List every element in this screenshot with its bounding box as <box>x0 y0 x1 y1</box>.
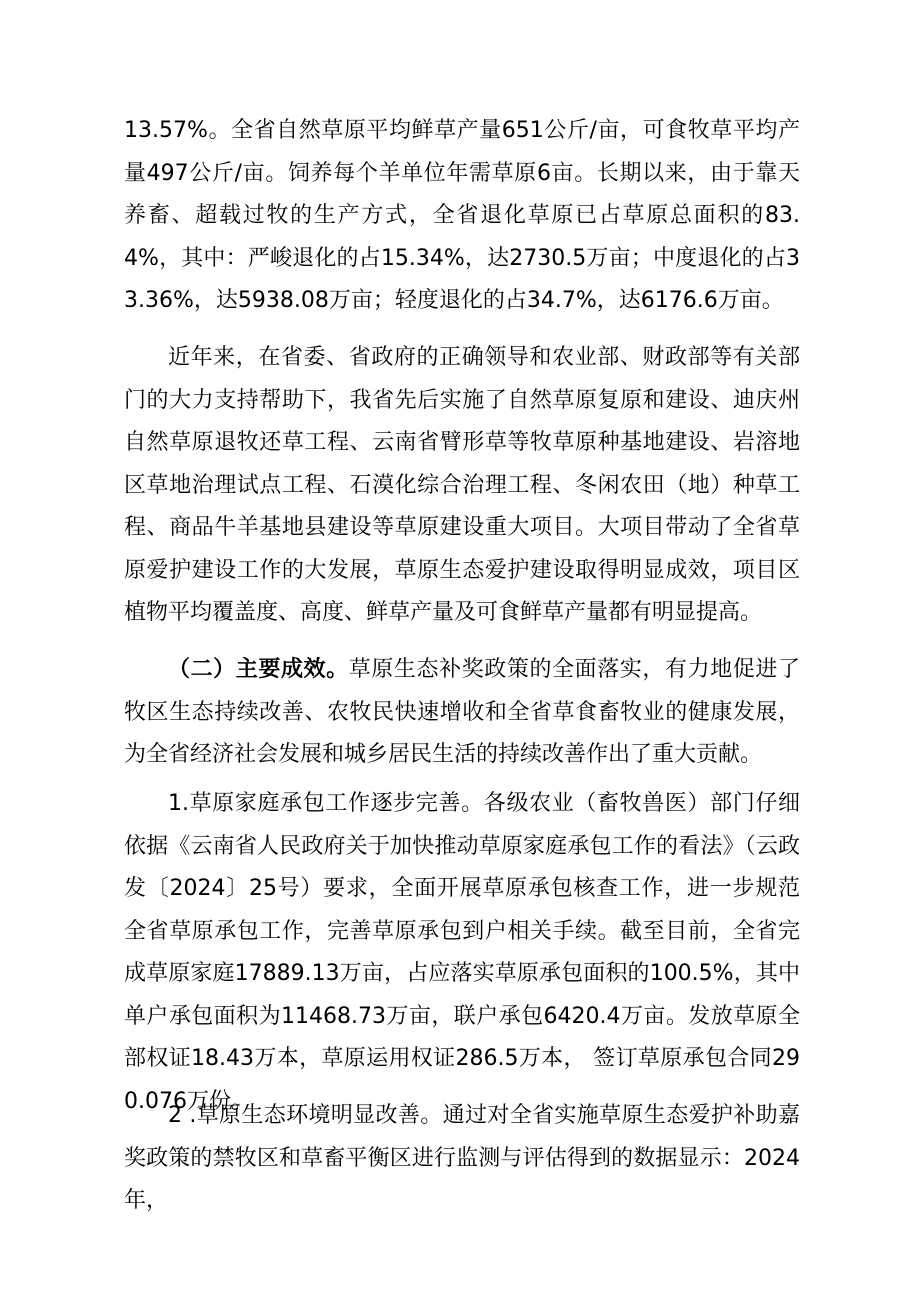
paragraph-grassland-yield <box>124 110 800 323</box>
paragraph-body: 13.57%。全省自然草原平均鲜草产量651公斤/亩，可食牧草平均产量497公斤/亩。饲养每个羊单位年需草原6亩。长期以来，由于靠天养畜、超载过牧的生产方式，全省退化草原已占草原总面积的83.4%，其中：严峻退化的占15.34%，达2730.5万亩；中度退化的占33.36%，达5938.08万亩；轻度退化的占34.7%，达6176.6万亩。 <box>124 118 800 313</box>
paragraph-text <box>124 110 800 323</box>
paragraph-text <box>124 649 800 777</box>
paragraph-household-contract <box>124 783 800 1123</box>
item-heading: 1.草原家庭承包工作逐步完善。 <box>168 791 484 816</box>
paragraph-body: 草原生态补奖政策的全面落实，有力地促进了牧区生态持续改善、农牧民快速增收和全省草食畜牧业的健康发展，为全省经济社会发展和城乡居民生活的持续改善作出了重大贡献。 <box>124 657 800 767</box>
paragraph-ecology-improvement <box>124 1095 800 1223</box>
section-heading: （二）主要成效。 <box>168 657 349 682</box>
paragraph-body: 通过对全省实施草原生态爱护补助嘉奖政策的禁牧区和草畜平衡区进行监测与评估得到的数据显示：2024年， <box>124 1103 800 1213</box>
paragraph-text <box>124 337 800 635</box>
paragraph-body: 近年来，在省委、省政府的正确领导和农业部、财政部等有关部门的大力支持帮助下，我省先后实施了自然草原复原和建设、迪庆州自然草原退牧还草工程、云南省臂形草等牧草原种基地建设、岩溶地区草地治理试点工程、石漠化综合治理工程、冬闲农田（地）种草工程、商品牛羊基地县建设等草原建设重大项目。大项目带动了全省草原爱护建设工作的大发展，草原生态爱护建设取得明显成效，项目区植物平均覆盖度、高度、鲜草产量及可食鲜草产量都有明显提高。 <box>124 345 800 625</box>
paragraph-recent-projects <box>124 337 800 635</box>
paragraph-text <box>124 783 800 1123</box>
paragraph-main-results <box>124 649 800 777</box>
item-heading: 2 .草原生态环境明显改善。 <box>168 1103 443 1128</box>
paragraph-text <box>124 1095 800 1223</box>
paragraph-body: 各级农业（畜牧兽医）部门仔细依据《云南省人民政府关于加快推动草原家庭承包工作的看法》（云政发〔2024〕25号）要求，全面开展草原承包核查工作，进一步规范全省草原承包工作，完善草原承包到户相关手续。截至目前，全省完成草原家庭17889.13万亩，占应落实草原承包面积的100.5%，其中单户承包面积为11468.73万亩，联户承包6420.4万亩。发放草原全部权证18.43万本，草原运用权证286.5万本， 签订草原承包合同290.076万份。 <box>124 791 800 1114</box>
